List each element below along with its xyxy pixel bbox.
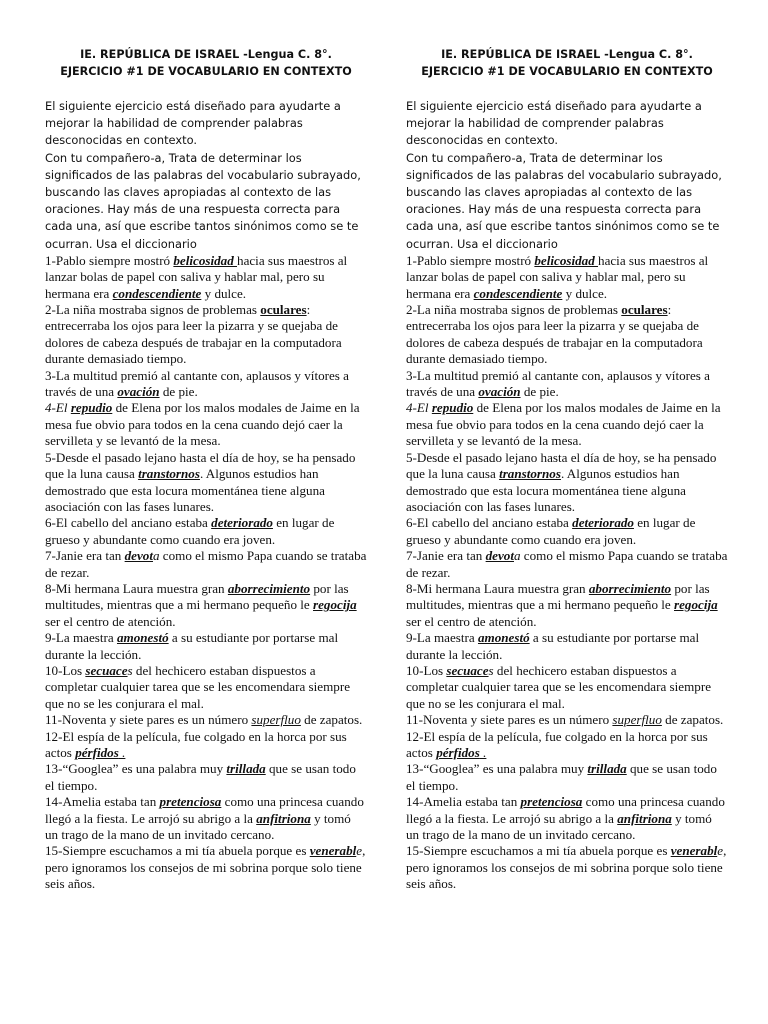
exercise-item (45, 515, 367, 548)
right-column (406, 46, 728, 893)
item-text: 11-Noventa y siete pares es un número (406, 712, 613, 728)
item-text: e (717, 843, 724, 859)
title-line-2: EJERCICIO #1 DE VOCABULARIO EN CONTEXTO (421, 65, 713, 78)
left-column (45, 46, 367, 893)
exercise-item (406, 663, 728, 712)
item-text: , pero ignoramos los consejos de mi sobrina porque solo tiene seis años. (45, 843, 366, 892)
item-text: 14-Amelia estaba tan (45, 794, 160, 810)
item-text: hacia sus maestros al lanzar bolas de papel con saliva y hablar mal, pero su hermana era (406, 252, 709, 301)
item-text: e (356, 843, 363, 859)
exercise-item (406, 761, 728, 794)
document-title (45, 46, 367, 80)
item-text: de Elena por los malos modales de Jaime en la mesa fue obvio para todos en la cena cuando dejó caer la servilleta y se levantó de la mesa. (406, 400, 721, 449)
vocabulary-word: pretenciosa (159, 794, 222, 810)
item-text: 12-El espía de la película, fue colgado en la horca por sus actos (45, 728, 347, 761)
vocabulary-word: secuace (446, 662, 489, 678)
vocabulary-word: transtornos (499, 466, 561, 482)
item-text: s (127, 662, 133, 678)
item-text: de Elena por los malos modales de Jaime en la mesa fue obvio para todos en la cena cuando dejó caer la servilleta y se levantó de la mesa. (45, 400, 360, 449)
item-text: 4-El (406, 400, 432, 416)
vocabulary-word: amonestó (116, 630, 169, 646)
vocabulary-word: anfitriona (617, 810, 672, 826)
item-text: 13-“Googlea” es una palabra muy (406, 761, 588, 777)
item-text: , pero ignoramos los consejos de mi sobrina porque solo tiene seis años. (406, 843, 727, 892)
item-text: : entrecerraba los ojos para leer la pizarra y se quejaba de dolores de cabeza después de trabajar en la computadora durante demasiado tiempo. (406, 302, 703, 367)
item-text: 10-Los (45, 662, 86, 678)
item-text: 12-El espía de la película, fue colgado en la horca por sus actos (406, 728, 708, 761)
title-line-1: IE. REPÚBLICA DE ISRAEL -Lengua C. 8°. (80, 48, 332, 61)
item-text: como una princesa cuando llegó a la fiesta. Le arrojó su abrigo a la (45, 794, 364, 826)
exercise-list (45, 253, 367, 893)
exercise-item (406, 450, 728, 516)
exercise-item (45, 630, 367, 663)
item-text: como el mismo Papa cuando se trataba de rezar. (45, 548, 367, 580)
item-text: 8-Mi hermana Laura muestra gran (45, 580, 228, 596)
item-text: 5-Desde el pasado lejano hasta el día de hoy, se ha pensado que la luna causa (45, 449, 356, 482)
item-text: 1-Pablo siempre mostró (45, 252, 174, 268)
exercise-item (406, 548, 728, 581)
item-text: : entrecerraba los ojos para leer la pizarra y se quejaba de dolores de cabeza después de trabajar en la computadora durante demasiado tiempo. (45, 302, 342, 367)
item-text: 8-Mi hermana Laura muestra gran (406, 580, 589, 596)
vocabulary-word: regocija (674, 597, 718, 613)
vocabulary-word: oculares (260, 302, 307, 318)
exercise-item (45, 302, 367, 368)
document-title (406, 46, 728, 80)
exercise-item (45, 450, 367, 516)
item-text: hacia sus maestros al lanzar bolas de papel con saliva y hablar mal, pero su hermana era (45, 252, 348, 301)
vocabulary-word: pérfidos (75, 745, 119, 761)
exercise-item (406, 843, 728, 892)
item-text: a (152, 548, 160, 564)
item-text: ser el centro de atención. (406, 613, 537, 629)
exercise-item (45, 581, 367, 630)
vocabulary-word: repudio (431, 400, 474, 416)
vocabulary-word: condescendiente (473, 285, 563, 301)
vocabulary-word: oculares (621, 302, 668, 318)
item-text: de pie. (159, 384, 198, 400)
item-text: 4-El (45, 400, 71, 416)
vocabulary-word: devot (124, 548, 153, 564)
vocabulary-word: ovación (117, 384, 160, 400)
vocabulary-word: trillada (587, 761, 627, 777)
item-text: que se usan todo el tiempo. (406, 761, 717, 793)
item-text: como el mismo Papa cuando se trataba de rezar. (406, 548, 728, 580)
item-text: en lugar de grueso y abundante como cuando era joven. (406, 515, 696, 547)
exercise-item (45, 253, 367, 302)
vocabulary-word: amonestó (477, 630, 530, 646)
exercise-item (45, 400, 367, 449)
item-text: a (513, 548, 521, 564)
vocabulary-word: belicosidad (173, 252, 238, 268)
vocabulary-word: ovación (478, 384, 521, 400)
item-text: 9-La maestra (45, 630, 117, 646)
vocabulary-word: venerabl (670, 843, 718, 859)
vocabulary-word: repudio (70, 400, 113, 416)
exercise-item (406, 302, 728, 368)
instructions-paragraph: Con tu compañero-a, Trata de determinar los significados de las palabras del vocabulario subrayado, buscando las claves apropiadas al contexto de las oraciones. Hay más de una respuesta correcta para cada una, así que escribe tantos sinónimos como se te ocurran. Usa el diccionario (45, 150, 361, 251)
exercise-item (45, 761, 367, 794)
vocabulary-word: belicosidad (534, 252, 599, 268)
exercise-list (406, 253, 728, 893)
item-text: 6-El cabello del anciano estaba (406, 515, 573, 531)
item-text: 13-“Googlea” es una palabra muy (45, 761, 227, 777)
item-text: s (488, 662, 494, 678)
vocabulary-word: anfitriona (256, 810, 311, 826)
item-text: 3-La multitud premió al cantante con, aplausos y vítores a través de una (45, 367, 349, 400)
item-text: 7-Janie era tan (406, 548, 486, 564)
item-text: por las multitudes, mientras que a mi hermano pequeño le (406, 580, 710, 613)
item-text: de zapatos. (300, 712, 363, 728)
item-text: 15-Siempre escuchamos a mi tía abuela porque es (45, 843, 310, 859)
vocabulary-word: aborrecimiento (227, 580, 311, 596)
vocabulary-word: aborrecimiento (588, 580, 672, 596)
item-text: 2-La niña mostraba signos de problemas (406, 302, 622, 318)
exercise-item (45, 663, 367, 712)
item-text: . Algunos estudios han demostrado que esta locura momentánea tiene alguna asociación con las fases lunares. (45, 466, 325, 514)
title-line-1: IE. REPÚBLICA DE ISRAEL -Lengua C. 8°. (441, 48, 693, 61)
vocabulary-word: condescendiente (112, 285, 202, 301)
exercise-item (406, 712, 728, 728)
vocabulary-word: deteriorado (211, 515, 273, 531)
vocabulary-word: venerabl (309, 843, 357, 859)
exercise-item (45, 729, 367, 762)
item-text: 7-Janie era tan (45, 548, 125, 564)
item-text: 14-Amelia estaba tan (406, 794, 521, 810)
item-text: 2-La niña mostraba signos de problemas (45, 302, 261, 318)
exercise-item (45, 712, 367, 728)
item-text: y dulce. (201, 285, 247, 301)
exercise-item (406, 729, 728, 762)
vocabulary-word: transtornos (138, 466, 200, 482)
item-text: . Algunos estudios han demostrado que esta locura momentánea tiene alguna asociación con las fases lunares. (406, 466, 686, 514)
vocabulary-word: trillada (226, 761, 266, 777)
item-text: 11-Noventa y siete pares es un número (45, 712, 252, 728)
exercise-item (406, 794, 728, 843)
item-text: a su estudiante por portarse mal durante la lección. (406, 630, 700, 662)
intro-paragraph: El siguiente ejercicio está diseñado para ayudarte a mejorar la habilidad de comprender palabras desconocidas en contexto. (406, 99, 702, 148)
vocabulary-word: pretenciosa (520, 794, 583, 810)
exercise-item (406, 630, 728, 663)
vocabulary-word: superfluo (612, 712, 662, 728)
item-text: en lugar de grueso y abundante como cuando era joven. (45, 515, 335, 547)
intro-paragraph: El siguiente ejercicio está diseñado para ayudarte a mejorar la habilidad de comprender palabras desconocidas en contexto. (45, 99, 341, 148)
item-text: y dulce. (562, 285, 608, 301)
item-text: 10-Los (406, 662, 447, 678)
exercise-item (406, 400, 728, 449)
item-text: como una princesa cuando llegó a la fiesta. Le arrojó su abrigo a la (406, 794, 725, 826)
vocabulary-word: pérfidos (436, 745, 480, 761)
item-text: 6-El cabello del anciano estaba (45, 515, 212, 531)
item-text: 1-Pablo siempre mostró (406, 252, 535, 268)
vocabulary-word: . (118, 745, 126, 761)
title-line-2: EJERCICIO #1 DE VOCABULARIO EN CONTEXTO (60, 65, 352, 78)
exercise-item (45, 843, 367, 892)
vocabulary-word: . (479, 745, 487, 761)
vocabulary-word: regocija (313, 597, 357, 613)
item-text: que se usan todo el tiempo. (45, 761, 356, 793)
item-text: del hechicero estaban dispuestos a completar cualquier tarea que se les encomendara siempre que no se les conjurara el mal. (406, 662, 712, 711)
item-text: 9-La maestra (406, 630, 478, 646)
exercise-item (406, 581, 728, 630)
exercise-item (45, 548, 367, 581)
item-text: ser el centro de atención. (45, 613, 176, 629)
item-text: de zapatos. (661, 712, 724, 728)
exercise-item (406, 253, 728, 302)
item-text: 5-Desde el pasado lejano hasta el día de hoy, se ha pensado que la luna causa (406, 449, 717, 482)
item-text: 3-La multitud premió al cantante con, aplausos y vítores a través de una (406, 367, 710, 400)
exercise-item (406, 368, 728, 401)
vocabulary-word: deteriorado (572, 515, 634, 531)
item-text: por las multitudes, mientras que a mi hermano pequeño le (45, 580, 349, 613)
vocabulary-word: devot (485, 548, 514, 564)
instructions-paragraph: Con tu compañero-a, Trata de determinar los significados de las palabras del vocabulario subrayado, buscando las claves apropiadas al contexto de las oraciones. Hay más de una respuesta correcta para cada una, así que escribe tantos sinónimos como se te ocurran. Usa el diccionario (406, 150, 722, 251)
vocabulary-word: superfluo (251, 712, 301, 728)
exercise-item (45, 794, 367, 843)
exercise-item (406, 515, 728, 548)
vocabulary-word: secuace (85, 662, 128, 678)
item-text: y tomó un trago de la mano de un invitado cercano. (45, 810, 351, 843)
item-text: de pie. (520, 384, 559, 400)
exercise-item (45, 368, 367, 401)
item-text: a su estudiante por portarse mal durante la lección. (45, 630, 339, 662)
item-text: 15-Siempre escuchamos a mi tía abuela porque es (406, 843, 671, 859)
item-text: del hechicero estaban dispuestos a completar cualquier tarea que se les encomendara siempre que no se les conjurara el mal. (45, 662, 351, 711)
item-text: y tomó un trago de la mano de un invitado cercano. (406, 810, 712, 843)
